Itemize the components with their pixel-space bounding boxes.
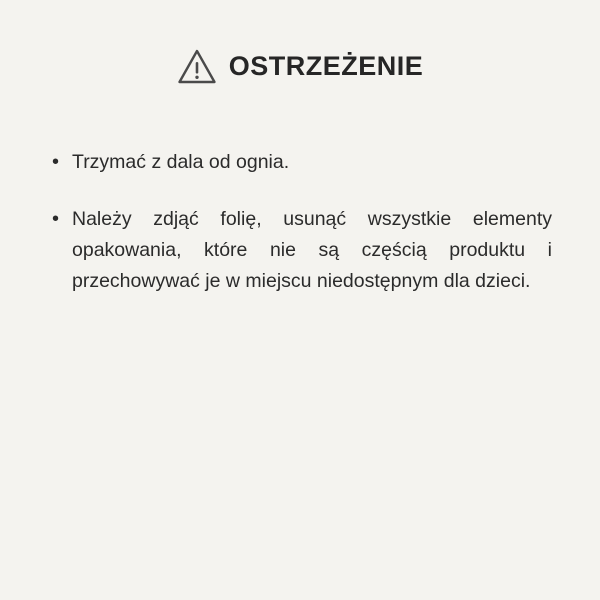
- list-item: [46, 204, 568, 297]
- list-item-text: Trzymać z dala od ognia.: [72, 151, 290, 173]
- list-item: [46, 147, 568, 178]
- bullet-icon: •: [52, 151, 60, 173]
- warning-triangle-icon: [177, 48, 217, 85]
- list-item-text: Należy zdjąć folię, usunąć wszystkie elementy opakowania, które nie są częścią produktu i przechowywać je w miejscu niedostępnym dla dzieci.: [72, 208, 552, 292]
- warning-header: [32, 48, 568, 85]
- page-title: OSTRZEŻENIE: [228, 51, 424, 81]
- warning-notes-list: [32, 147, 568, 323]
- bullet-icon: •: [52, 208, 60, 230]
